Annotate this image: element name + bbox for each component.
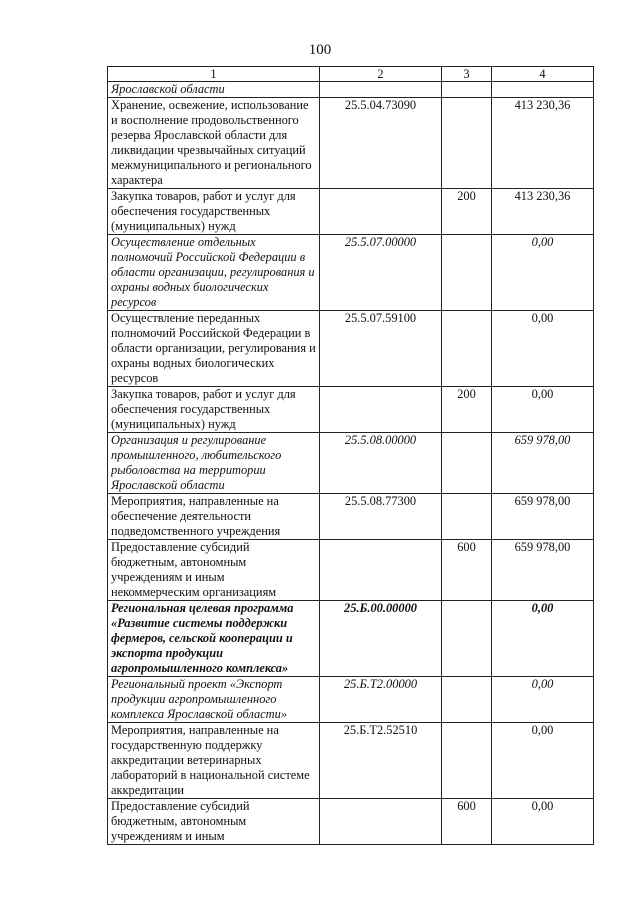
- row-kvr: [442, 311, 492, 387]
- row-kvr: [442, 677, 492, 723]
- row-code: [320, 189, 442, 235]
- table-row: [108, 189, 594, 235]
- table-row: [108, 799, 594, 845]
- row-code: 25.5.08.00000: [320, 433, 442, 494]
- row-sum: 0,00: [492, 723, 594, 799]
- row-name: Организация и регулирование промышленного, любительского рыболовства на территории Ярославской области: [108, 433, 320, 494]
- row-name: Мероприятия, направленные на государственную поддержку аккредитации ветеринарных лабораторий в национальной системе аккредитации: [108, 723, 320, 799]
- row-sum: 0,00: [492, 677, 594, 723]
- row-code: 25.5.07.59100: [320, 311, 442, 387]
- table-row: [108, 601, 594, 677]
- row-kvr: 200: [442, 189, 492, 235]
- table-row: [108, 82, 594, 98]
- row-code: 25.5.07.00000: [320, 235, 442, 311]
- row-name: Региональная целевая программа «Развитие системы поддержки фермеров, сельской кооперации и экспорта продукции агропромышленного комплекса»: [108, 601, 320, 677]
- row-code: 25.5.08.77300: [320, 494, 442, 540]
- table-row: [108, 387, 594, 433]
- row-sum: 0,00: [492, 387, 594, 433]
- row-kvr: [442, 235, 492, 311]
- row-kvr: [442, 98, 492, 189]
- row-kvr: [442, 433, 492, 494]
- row-code: 25.5.04.73090: [320, 98, 442, 189]
- budget-table: [107, 66, 594, 845]
- row-sum: 659 978,00: [492, 540, 594, 601]
- row-name: Закупка товаров, работ и услуг для обеспечения государственных (муниципальных) нужд: [108, 387, 320, 433]
- row-sum: 0,00: [492, 235, 594, 311]
- row-sum: [492, 82, 594, 98]
- row-sum: 659 978,00: [492, 433, 594, 494]
- row-name: Региональный проект «Экспорт продукции агропромышленного комплекса Ярославской области»: [108, 677, 320, 723]
- table-row: [108, 723, 594, 799]
- row-code: 25.Б.Т2.52510: [320, 723, 442, 799]
- table-row: [108, 494, 594, 540]
- row-code: [320, 799, 442, 845]
- row-sum: 0,00: [492, 799, 594, 845]
- row-name: Ярославской области: [108, 82, 320, 98]
- row-name: Осуществление отдельных полномочий Российской Федерации в области организации, регулирования и охраны водных биологических ресурсов: [108, 235, 320, 311]
- row-code: [320, 82, 442, 98]
- table-row: [108, 433, 594, 494]
- row-sum: 413 230,36: [492, 98, 594, 189]
- row-code: [320, 387, 442, 433]
- table-row: [108, 98, 594, 189]
- row-code: 25.Б.00.00000: [320, 601, 442, 677]
- row-kvr: [442, 494, 492, 540]
- row-name: Предоставление субсидий бюджетным, автономным учреждениям и иным: [108, 799, 320, 845]
- table-body: [108, 82, 594, 845]
- row-kvr: [442, 82, 492, 98]
- header-col-2: 2: [320, 67, 442, 82]
- header-col-3: 3: [442, 67, 492, 82]
- table-row: [108, 311, 594, 387]
- table-row: [108, 540, 594, 601]
- row-kvr: [442, 723, 492, 799]
- row-name: Предоставление субсидий бюджетным, автономным учреждениям и иным некоммерческим организациям: [108, 540, 320, 601]
- table-header: [108, 67, 594, 82]
- row-name: Хранение, освежение, использование и восполнение продовольственного резерва Ярославской области для ликвидации чрезвычайных ситуаций межмуниципального и регионального характера: [108, 98, 320, 189]
- header-col-1: 1: [108, 67, 320, 82]
- header-row: [108, 67, 594, 82]
- row-kvr: [442, 601, 492, 677]
- row-kvr: 200: [442, 387, 492, 433]
- row-name: Закупка товаров, работ и услуг для обеспечения государственных (муниципальных) нужд: [108, 189, 320, 235]
- row-code: 25.Б.Т2.00000: [320, 677, 442, 723]
- row-sum: 413 230,36: [492, 189, 594, 235]
- table-row: [108, 677, 594, 723]
- page-number: 100: [308, 42, 332, 58]
- row-name: Осуществление переданных полномочий Российской Федерации в области организации, регулирования и охраны водных биологических ресурсов: [108, 311, 320, 387]
- table-row: [108, 235, 594, 311]
- row-sum: 0,00: [492, 601, 594, 677]
- row-sum: 659 978,00: [492, 494, 594, 540]
- row-name: Мероприятия, направленные на обеспечение деятельности подведомственного учреждения: [108, 494, 320, 540]
- row-sum: 0,00: [492, 311, 594, 387]
- row-kvr: 600: [442, 799, 492, 845]
- row-code: [320, 540, 442, 601]
- row-kvr: 600: [442, 540, 492, 601]
- header-col-4: 4: [492, 67, 594, 82]
